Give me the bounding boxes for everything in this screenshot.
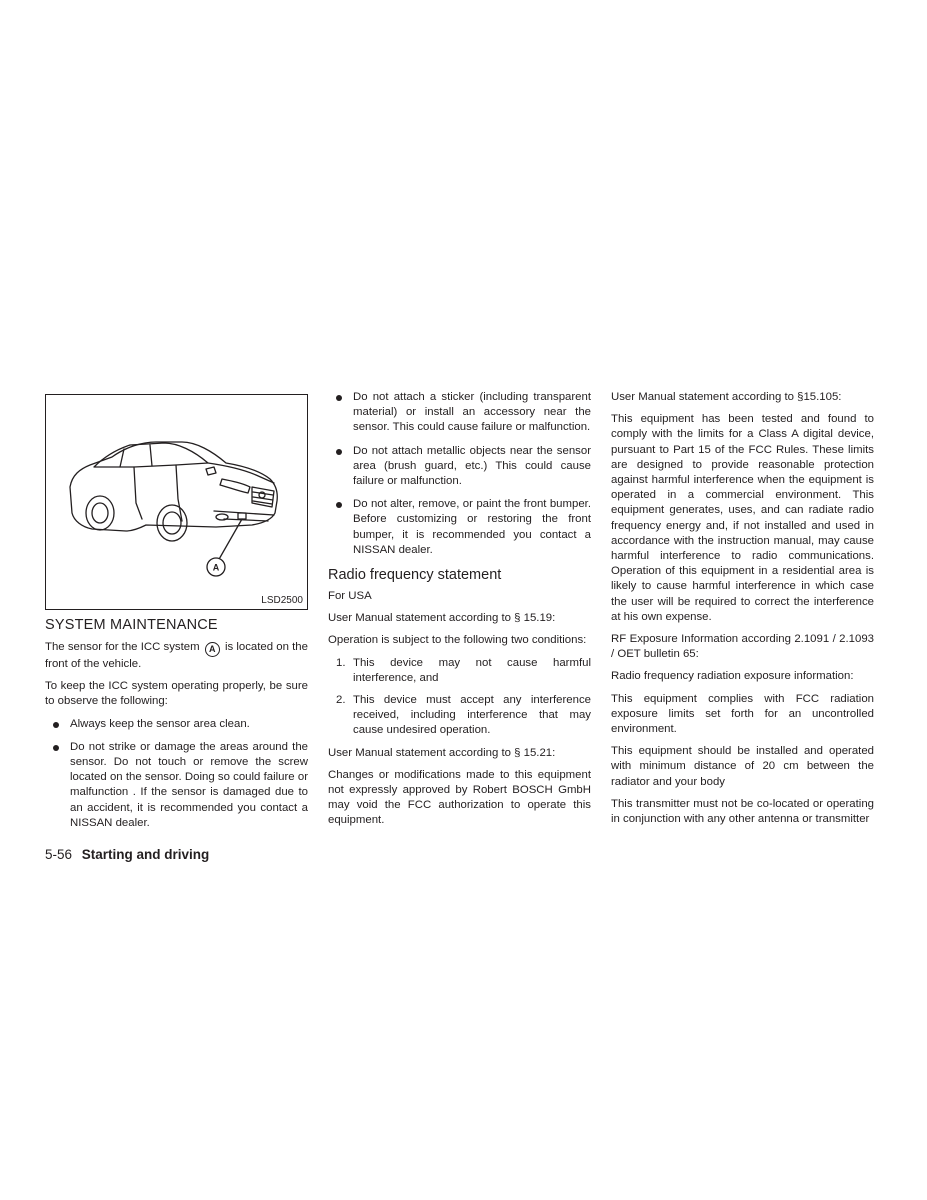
- bullet-icon: [336, 449, 342, 455]
- section-heading: SYSTEM MAINTENANCE: [45, 617, 218, 633]
- list-item: Do not attach a sticker (including transparent material) or install an accessory near the sensor. This could cause failure or malfunction.: [328, 390, 591, 436]
- transmitter-paragraph: This transmitter must not be co-located or operating in conjunction with any other antenna or transmitter: [611, 797, 874, 826]
- list-item: 2. This device must accept any interference received, including interference that may cause undesired operation.: [336, 694, 591, 737]
- sensor-location-paragraph: [45, 640, 308, 672]
- bullet-icon: [53, 745, 59, 751]
- bullet-icon: [53, 722, 59, 728]
- section-title: Starting and driving: [81, 847, 210, 862]
- list-item: Do not alter, remove, or paint the front bumper. Before customizing or restoring the front bumper, it is recommended you contact a NISSAN dealer.: [328, 497, 591, 558]
- sensor-location-text-start: The sensor for the ICC system: [45, 641, 200, 653]
- complies-paragraph: This equipment complies with FCC radiation exposure limits set forth for an uncontrolled environment.: [611, 692, 874, 736]
- list-item: Always keep the sensor area clean.: [45, 717, 308, 732]
- radio-frequency-heading: Radio frequency statement: [328, 567, 502, 584]
- car-front-sensor-icon: [46, 395, 307, 609]
- vehicle-figure: [45, 394, 308, 610]
- statement-15-19: User Manual statement according to § 15.19:: [328, 612, 556, 625]
- sensor-location-text-end: is located on the front of the vehicle.: [45, 641, 308, 670]
- callout-a-marker: A: [205, 642, 220, 657]
- column-left: [45, 388, 308, 839]
- bullet-icon: [336, 395, 342, 401]
- for-usa-label: For USA: [328, 590, 372, 603]
- changes-paragraph: Changes or modifications made to this equipment not expressly approved by Robert BOSCH GmbH may void the FCC authorization to operate this equipment.: [328, 768, 591, 827]
- list-item: 1. This device may not cause harmful interference, and: [336, 656, 591, 684]
- statement-15-105: User Manual statement according to §15.105:: [611, 391, 842, 403]
- statement-15-21: User Manual statement according to § 15.21:: [328, 746, 556, 759]
- figure-callout-a: A: [212, 562, 220, 573]
- conditions-list: [328, 656, 591, 739]
- radio-exposure-info-label: Radio frequency radiation exposure information:: [611, 670, 854, 683]
- maintenance-intro-paragraph: To keep the ICC system operating properly, be sure to observe the following:: [45, 680, 308, 708]
- column-right: [611, 390, 874, 834]
- list-item: Do not attach metallic objects near the sensor area (brush guard, etc.) This could cause failure or malfunction.: [328, 444, 591, 490]
- page-footer: [45, 846, 209, 864]
- figure-code: LSD2500: [261, 595, 303, 606]
- maintenance-bullet-list-continued: [328, 390, 591, 558]
- installation-distance-paragraph: This equipment should be installed and operated with minimum distance of 20 cm between the radiator and your body: [611, 745, 874, 788]
- rf-exposure-heading: RF Exposure Information according 2.1091 / 2.1093 / OET bulletin 65:: [611, 633, 874, 661]
- compliance-paragraph: This equipment has been tested and found to comply with the limits for a Class A digital device, pursuant to Part 15 of the FCC Rules. These limits are designed to provide reasonable protection against harmful interference when the equipment is operated in a commercial environment. This equipment generates, uses, and can radiate radio frequency energy and, if not installed and used in accordance with the instruction manual, may cause harmful interference to radio communications. Operation of this equipment in a residential area is likely to cause harmful interference in which case the user will be required to correct the interference at his own expense.: [611, 413, 874, 623]
- operation-conditions-intro: Operation is subject to the following two conditions:: [328, 634, 587, 647]
- column-middle: [328, 390, 591, 836]
- page-number: 5-56: [45, 847, 73, 862]
- maintenance-bullet-list: [45, 717, 308, 831]
- list-item: Do not strike or damage the areas around the sensor. Do not touch or remove the screw located on the sensor. Doing so could failure or malfunction . If the sensor is damaged due to an accident, it is recommended you contact a NISSAN dealer.: [45, 740, 308, 831]
- bullet-icon: [336, 502, 342, 508]
